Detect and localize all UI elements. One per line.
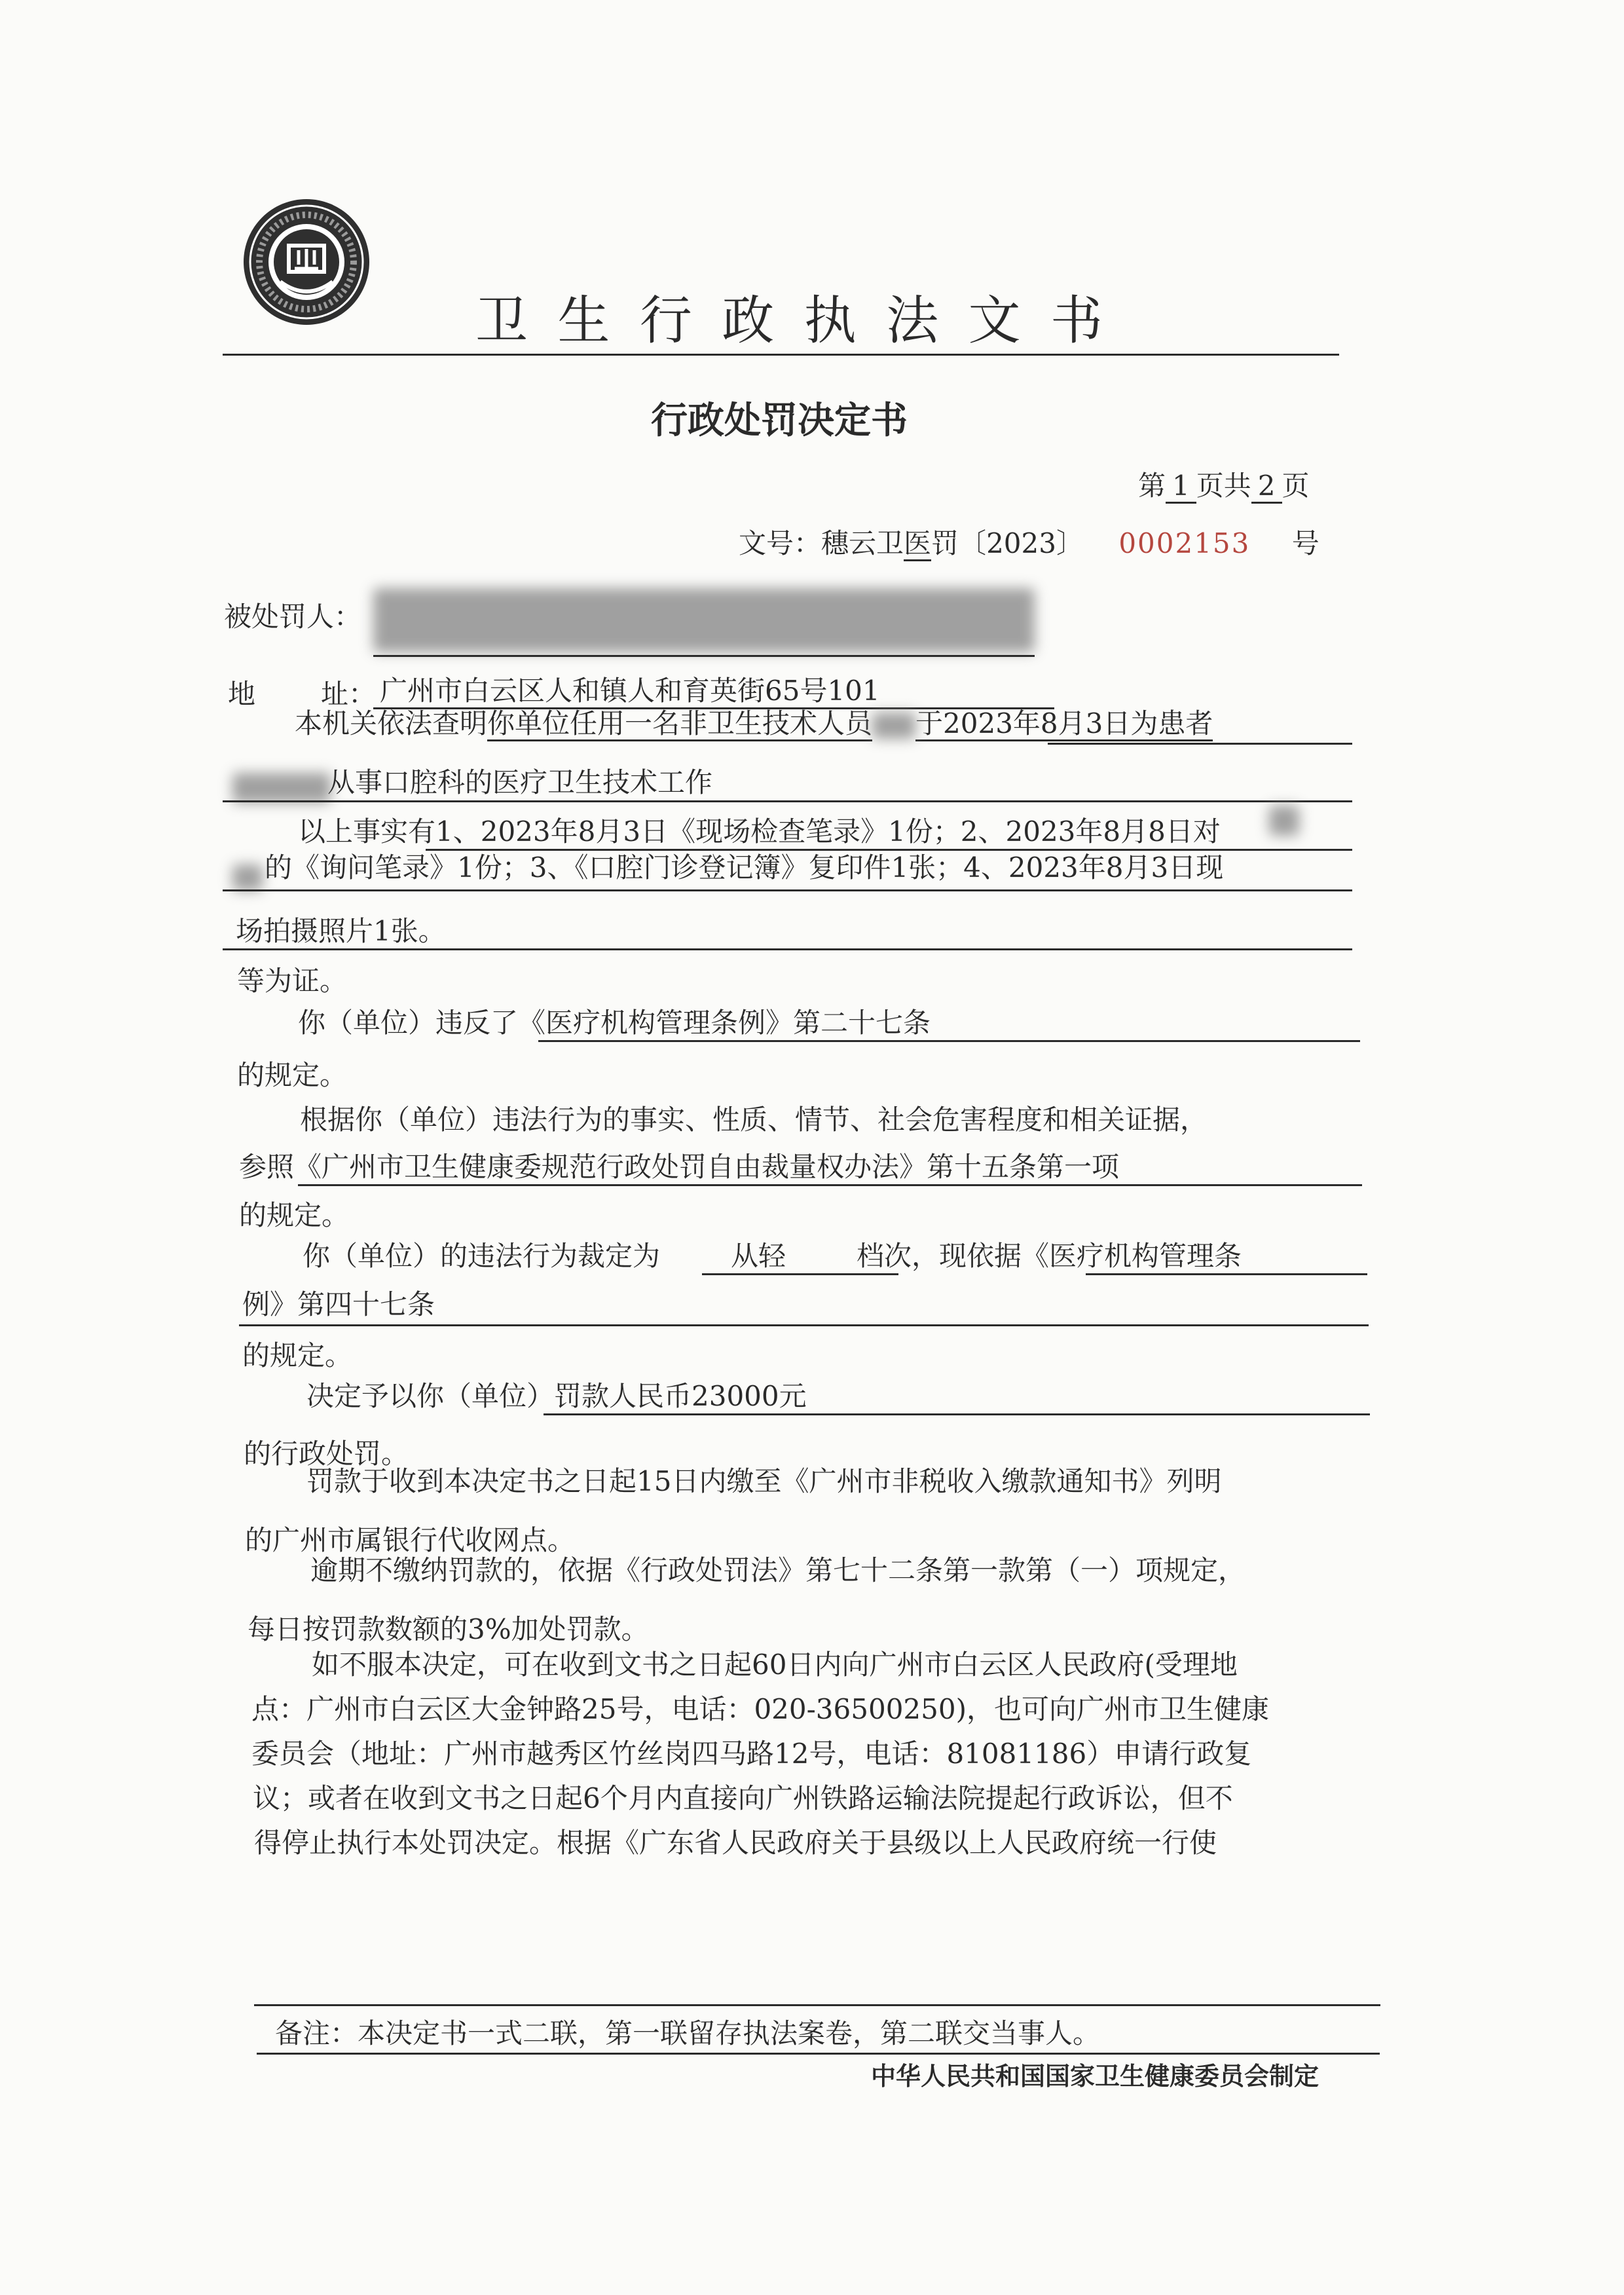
ruling-line-1: 你（单位）的违法行为裁定为 从轻 档次，现依据《医疗机构管理条 bbox=[303, 1237, 1242, 1276]
redacted-person-2 bbox=[232, 865, 263, 891]
redacted-patient bbox=[232, 773, 331, 803]
overdue-line-1: 逾期不缴纳罚款的，依据《行政处罚法》第七十二条第一款第（一）项规定， bbox=[310, 1554, 1246, 1586]
ruling-line-2: 例》第四十七条 bbox=[242, 1288, 435, 1320]
redacted-name bbox=[373, 588, 1035, 652]
basis-line-2: 参照《广州市卫生健康委规范行政处罚自由裁量权办法》第十五条第一项 bbox=[239, 1151, 1120, 1183]
footer-rule-bottom bbox=[257, 2053, 1380, 2055]
address-label: 地 址： bbox=[228, 678, 377, 710]
penalty-rule bbox=[544, 1413, 1370, 1415]
basis-line-1: 根据你（单位）违法行为的事实、性质、情节、社会危害程度和相关证据， bbox=[300, 1104, 1208, 1136]
appeal-line-1: 如不服本决定，可在收到文书之日起60日内向广州市白云区人民政府(受理地 bbox=[312, 1649, 1238, 1681]
facts-line-1: 本机关依法查明你单位任用一名非卫生技术人员 于2023年8月3日为患者 bbox=[295, 704, 1213, 743]
evidence-line-2: 的《询问笔录》1份；3、《口腔门诊登记簿》复印件1张；4、2023年8月3日现 bbox=[265, 851, 1224, 884]
ruling-level-rule bbox=[702, 1273, 898, 1275]
payment-line-1: 罚款于收到本决定书之日起15日内缴至《广州市非税收入缴款通知书》列明 bbox=[306, 1465, 1222, 1497]
doc-number: 文号：穗云卫医罚〔2023〕 0002153 号 bbox=[739, 524, 1320, 563]
page-info: 第 1 页共 2 页 bbox=[1138, 466, 1310, 506]
evidence-line-1: 以上事实有1、2023年8月3日《现场检查笔录》1份；2、2023年8月8日对 bbox=[298, 815, 1221, 848]
violation-closing: 的规定。 bbox=[237, 1059, 348, 1091]
penalty-closing: 的行政处罚。 bbox=[244, 1438, 409, 1470]
basis-closing: 的规定。 bbox=[239, 1199, 350, 1231]
series-title: 卫 生 行 政 执 法 文 书 bbox=[475, 290, 1109, 351]
penalty-line: 决定予以你（单位）罚款人民币23000元 bbox=[306, 1380, 807, 1412]
ruling-rule-2 bbox=[239, 1324, 1369, 1326]
facts-rule-2 bbox=[223, 800, 1352, 802]
facts-line-2: 从事口腔科的医疗卫生技术工作 bbox=[327, 766, 713, 798]
appeal-line-5: 得停止执行本处罚决定。根据《广东省人民政府关于县级以上人民政府统一行使 bbox=[254, 1827, 1217, 1859]
footer-maker: 中华人民共和国国家卫生健康委员会制定 bbox=[871, 2062, 1320, 2091]
party-name-line bbox=[373, 655, 1035, 657]
ruling-level: 从轻 bbox=[731, 1240, 786, 1272]
footer-remark: 备注：本决定书一式二联，第一联留存执法案卷，第二联交当事人。 bbox=[275, 2017, 1101, 2049]
appeal-line-2: 点：广州市白云区大金钟路25号，电话：020-36500250)，也可向广州市卫生健康 bbox=[251, 1693, 1269, 1725]
evidence-closing: 等为证。 bbox=[237, 965, 348, 997]
evidence-rule-2 bbox=[223, 889, 1352, 891]
evidence-rule-3 bbox=[223, 948, 1352, 950]
evidence-line-3: 场拍摄照片1张。 bbox=[236, 915, 446, 947]
ruling-closing: 的规定。 bbox=[242, 1339, 353, 1371]
redacted-person bbox=[1269, 806, 1299, 836]
payment-line-2: 的广州市属银行代收网点。 bbox=[245, 1524, 576, 1556]
footer-rule-top bbox=[254, 2004, 1380, 2006]
facts-rule-1 bbox=[1048, 743, 1352, 745]
address-value: 广州市白云区人和镇人和育英街65号101 bbox=[380, 675, 880, 707]
serial-number: 0002153 bbox=[1118, 527, 1251, 559]
violation-rule bbox=[538, 1040, 1360, 1042]
title-rule bbox=[223, 354, 1339, 356]
violation-line: 你（单位）违反了《医疗机构管理条例》第二十七条 bbox=[298, 1007, 931, 1039]
appeal-line-4: 议；或者在收到文书之日起6个月内直接向广州铁路运输法院提起行政诉讼，但不 bbox=[253, 1782, 1233, 1814]
ruling-law-rule bbox=[1086, 1273, 1367, 1275]
doc-title: 行政处罚决定书 bbox=[651, 400, 908, 442]
appeal-line-3: 委员会（地址：广州市越秀区竹丝岗四马路12号，电话：81081186）申请行政复 bbox=[251, 1738, 1252, 1770]
health-inspection-emblem bbox=[241, 196, 372, 327]
party-label: 被处罚人： bbox=[224, 601, 362, 633]
redacted-staff bbox=[872, 713, 915, 739]
basis-rule bbox=[298, 1184, 1362, 1186]
overdue-line-2: 每日按罚款数额的3%加处罚款。 bbox=[248, 1613, 649, 1645]
